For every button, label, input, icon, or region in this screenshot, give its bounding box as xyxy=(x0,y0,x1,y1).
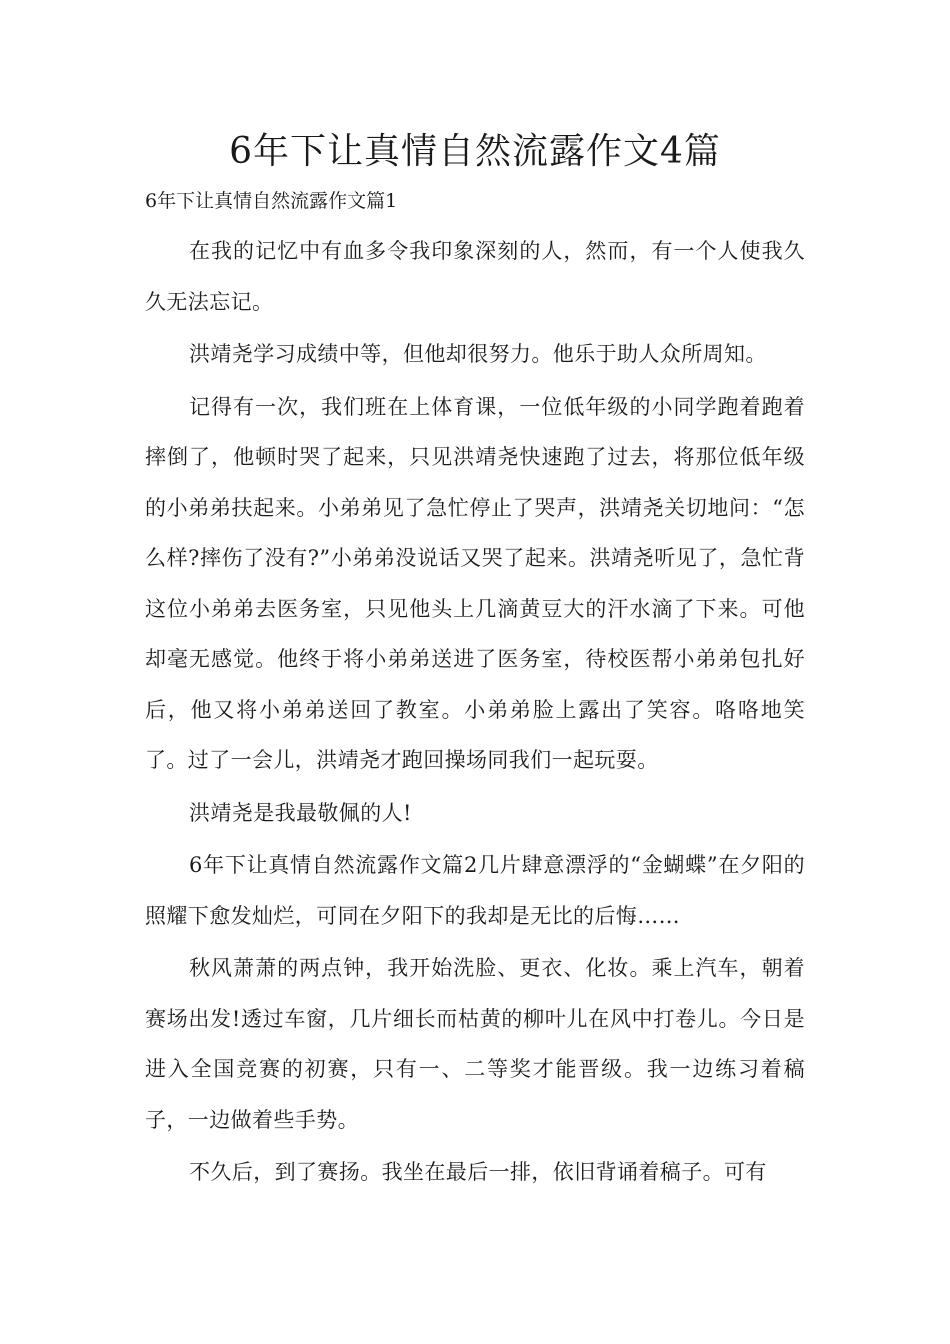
document-page xyxy=(145,0,805,1344)
paragraph: 6年下让真情自然流露作文篇2几片肆意漂浮的“金蝴蝶”在夕阳的照耀下愈发灿烂，可同在夕阳下的我却是无比的后悔…… xyxy=(145,853,805,928)
paragraph: 不久后，到了赛扬。我坐在最后一排，依旧背诵着稿子。可有 xyxy=(189,1160,767,1184)
document-title: 6年下让真情自然流露作文4篇 xyxy=(229,131,721,172)
paragraph: 记得有一次，我们班在上体育课，一位低年级的小同学跑着跑着摔倒了，他顿时哭了起来，只见洪靖尧快速跑了过去，将那位低年级的小弟弟扶起来。小弟弟见了急忙停止了哭声，洪靖尧关切地问：“怎么样?摔伤了没有?”小弟弟没说话又哭了起来。洪靖尧听见了，急忙背这位小弟弟去医务室，只见他头上几滴黄豆大的汗水滴了下来。可他却毫无感觉。他终于将小弟弟送进了医务室，待校医帮小弟弟包扎好后，他又将小弟弟送回了教室。小弟弟脸上露出了笑容。咯咯地笑了。过了一会儿，洪靖尧才跑回操场同我们一起玩耍。 xyxy=(145,394,805,772)
paragraph: 在我的记忆中有血多令我印象深刻的人，然而，有一个人使我久久无法忘记。 xyxy=(145,239,805,314)
section-heading: 6年下让真情自然流露作文篇1 xyxy=(145,190,398,212)
document-body xyxy=(145,226,805,1200)
paragraph: 洪靖尧是我最敬佩的人! xyxy=(189,800,412,825)
paragraph: 秋风萧萧的两点钟，我开始洗脸、更衣、化妆。乘上汽车，朝着赛场出发!透过车窗，几片细长而枯黄的柳叶儿在风中打卷儿。今日是进入全国竞赛的初赛，只有一、二等奖才能晋级。我一边练习着稿子，一边做着些手势。 xyxy=(145,956,805,1132)
paragraph: 洪靖尧学习成绩中等，但他却很努力。他乐于助人众所周知。 xyxy=(189,342,767,366)
